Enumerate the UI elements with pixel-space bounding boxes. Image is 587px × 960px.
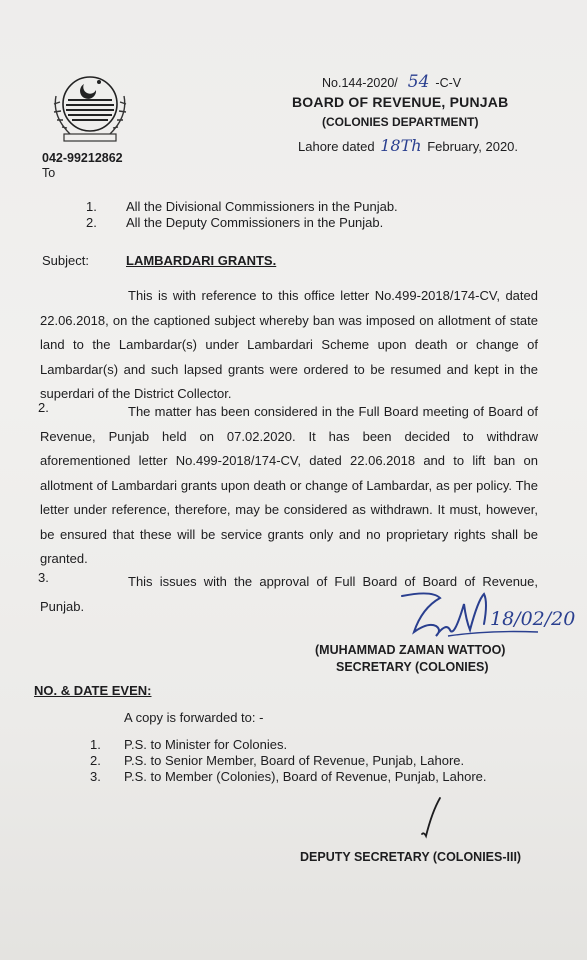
recipient-item: 3. P.S. to Member (Colonies), Board of Revenue, Punjab, Lahore. — [90, 769, 487, 784]
department-name: (COLONIES DEPARTMENT) — [322, 115, 479, 129]
paragraph-3: This issues with the approval of Full Board of Board of Revenue, Punjab. — [40, 574, 538, 614]
paragraph-1: This is with reference to this office letter No.499-2018/174-CV, dated 22.06.2018, on the captioned subject whereby ban was imposed on allotment of state land to the Lambardar(s) under Lambardari Scheme upon death or change of Lambardar(s) and such lapsed grants were ordered to be resumed and kept in the superdari of the District Collector. — [40, 288, 538, 401]
recipient-item: 1. P.S. to Minister for Colonies. — [90, 737, 288, 752]
ref-prefix: No.144-2020/ — [322, 76, 398, 90]
phone-number: 042-99212862 — [42, 151, 123, 165]
letter-date — [298, 136, 518, 155]
paragraph-number: 2. — [38, 400, 49, 415]
no-date-even-label: NO. & DATE EVEN: — [34, 683, 152, 698]
ref-handwritten: 54 — [407, 72, 430, 92]
reference-number — [322, 72, 461, 92]
subject-label: Subject: — [42, 253, 89, 268]
date-suffix: February, 2020. — [427, 139, 519, 154]
subject-title: LAMBARDARI GRANTS. — [126, 253, 277, 268]
signatory-title: SECRETARY (COLONIES) — [336, 660, 489, 674]
secretary-signature — [398, 588, 587, 649]
addressee-item: 1. All the Divisional Commissioners in the Punjab. — [86, 199, 398, 214]
recipient-item: 2. P.S. to Senior Member, Board of Revenue, Punjab, Lahore. — [90, 753, 465, 768]
signatory-name: (MUHAMMAD ZAMAN WATTOO) — [315, 643, 506, 657]
deputy-signature — [418, 796, 448, 845]
punjab-emblem-icon — [44, 66, 136, 148]
to-label: To — [42, 166, 56, 180]
deputy-secretary-title: DEPUTY SECRETARY (COLONIES-III) — [300, 850, 522, 864]
date-handwritten: 18Th — [380, 136, 422, 155]
date-prefix: Lahore dated — [298, 139, 375, 154]
signature-date: 18/02/20 — [490, 608, 576, 630]
copy-forwarded-text: A copy is forwarded to: - — [124, 710, 264, 725]
addressee-item: 2. All the Deputy Commissioners in the Punjab. — [86, 215, 384, 230]
initial-mark-icon — [418, 796, 448, 840]
organization-name: BOARD OF REVENUE, PUNJAB — [292, 94, 509, 110]
ref-suffix: -C-V — [435, 76, 462, 90]
paragraph-2: The matter has been considered in the Full Board meeting of Board of Revenue, Punjab held on 07.02.2020. It has been decided to withdraw aforementioned letter No.499-2018/174-CV, dated 22.06.2018 and to lift ban on allotment of Lambardari grants upon death or change of Lambardar, as per policy. The letter under reference, therefore, may be considered as withdrawn. It must, however, be ensured that these will be service grants only and no proprietary rights shall be granted. — [40, 404, 538, 566]
paragraph-number: 3. — [38, 570, 49, 585]
